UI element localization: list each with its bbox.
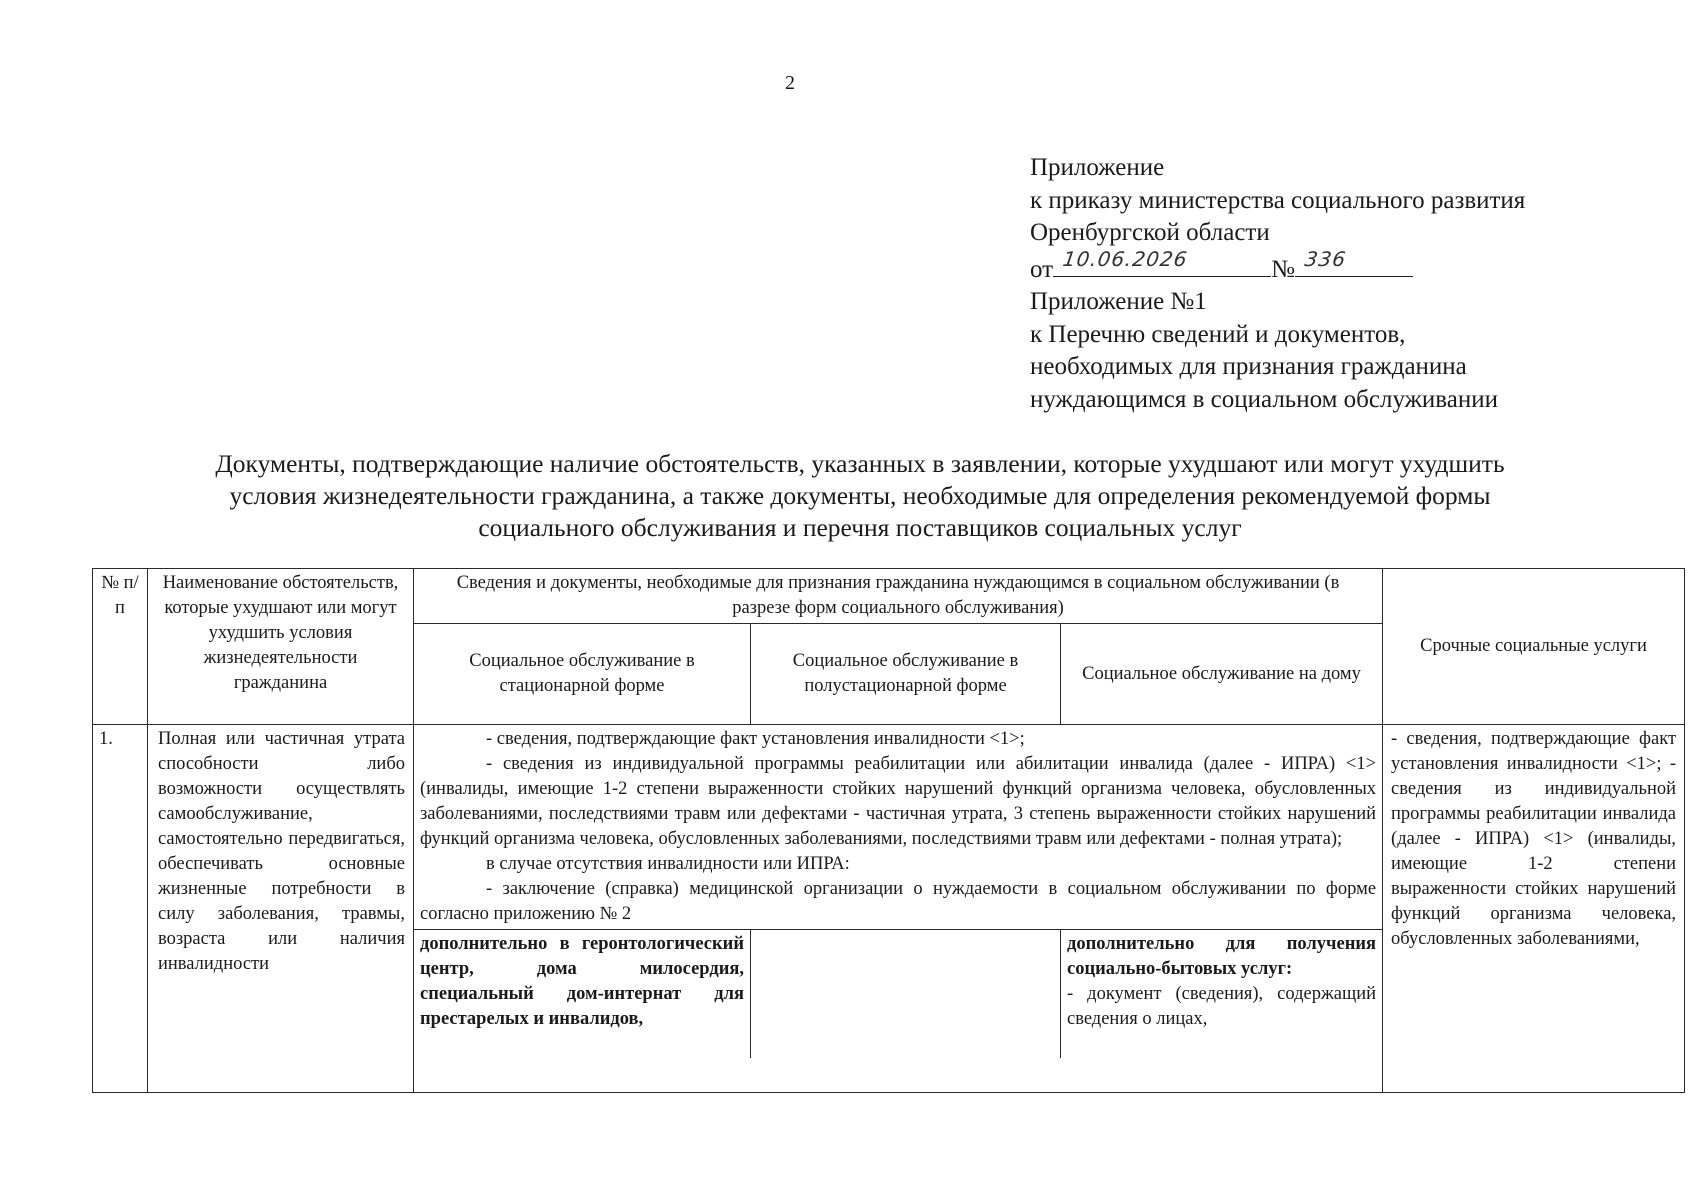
extra-docs-row [414, 929, 1382, 1058]
home-extra-text: - документ (сведения), содержащий сведения о лицах, [1067, 984, 1377, 1029]
order-number-handwritten: 336 [1303, 247, 1348, 271]
common-docs [414, 725, 1382, 929]
title-line: Документы, подтверждающие наличие обстоятельств, указанных в заявлении, которые ухудшают или могут ухудшить [215, 449, 1505, 478]
common-doc-item: - заключение (справка) медицинской организации о нуждаемости в социальном обслуживании по форме согласно приложению № 2 [420, 879, 1377, 924]
table-row [93, 725, 1685, 1093]
order-date-field [1053, 247, 1271, 277]
home-extra [1061, 930, 1382, 1058]
semi-extra [751, 930, 1061, 1058]
order-date-handwritten: 10.06.2026 [1061, 247, 1190, 271]
table-header-row [93, 569, 1685, 624]
row-forms-cell [414, 725, 1383, 1093]
appendix-line: к приказу министерства социального развития [1030, 186, 1526, 214]
document-title [120, 448, 1600, 544]
home-extra-heading: дополнительно для получения социально-бытовых услуг: [1067, 934, 1377, 979]
documents-table [92, 568, 1685, 1093]
appendix-line: необходимых для признания гражданина [1030, 353, 1467, 380]
header-circumstance: Наименование обстоятельств, которые ухудшают или могут ухудшить условия жизнедеятельности гражданина [148, 569, 414, 725]
header-home: Социальное обслуживание на дому [1061, 624, 1383, 725]
date-prefix: от [1030, 255, 1054, 283]
header-urgent: Срочные социальные услуги [1383, 569, 1685, 725]
order-date-number-line [1030, 247, 1670, 287]
row-num: 1. [93, 725, 148, 1093]
inpatient-extra: дополнительно в геронтологический центр, дома милосердия, специальный дом-интернат для престарелых и инвалидов, [414, 930, 751, 1058]
appendix-line: Приложение [1030, 154, 1165, 181]
title-line: условия жизнедеятельности гражданина, а также документы, необходимые для определения рекомендуемой формы [229, 481, 1491, 510]
appendix-line: Оренбургской области [1030, 219, 1270, 246]
common-doc-item: - сведения, подтверждающие факт установления инвалидности <1>; [486, 729, 1025, 749]
header-docs-group: Сведения и документы, необходимые для признания гражданина нуждающимся в социальном обслуживании (в разрезе форм социального обслуживания) [414, 569, 1383, 624]
appendix-line: Приложение №1 [1030, 288, 1207, 315]
page-number: 2 [785, 72, 795, 94]
header-semi: Социальное обслуживание в полустационарной форме [751, 624, 1061, 725]
common-doc-item: - сведения из индивидуальной программы реабилитации или абилитации инвалида (далее - ИПРА) <1> (инвалиды, имеющие 1-2 степени выраженности стойких нарушений функций организма человека, обусловленных заболеваниями, последствиями травм или дефектами - частичная утрата, 3 степень выраженности стойких нарушений функций организма человека, обусловленных заболеваниями, последствиями травм или дефектами - полная утрата); [420, 754, 1377, 849]
order-number-field [1295, 247, 1413, 277]
row-circumstance: Полная или частичная утрата способности либо возможности осуществлять самообслуживание, самостоятельно передвигаться, обеспечивать основные жизненные потребности в силу заболевания, травмы, возраста или наличия инвалидности [148, 725, 414, 1093]
row-urgent: - сведения, подтверждающие факт установления инвалидности <1>; - сведения из индивидуальной программы реабилитации инвалида (далее - ИПРА) <1> (инвалиды, имеющие 1-2 степени выраженности стойких нарушений функций организма человека, обусловленных заболеваниями, [1383, 725, 1685, 1093]
appendix-block [1030, 152, 1670, 416]
appendix-line: нуждающимся в социальном обслуживании [1030, 385, 1499, 413]
header-inpatient: Социальное обслуживание в стационарной форме [414, 624, 751, 725]
common-doc-item: в случае отсутствия инвалидности или ИПРА: [486, 854, 850, 874]
title-line: социального обслуживания и перечня поставщиков социальных услуг [478, 513, 1242, 542]
header-num: № п/п [93, 569, 148, 725]
appendix-line: к Перечню сведений и документов, [1030, 320, 1406, 348]
number-prefix: № [1271, 255, 1295, 283]
